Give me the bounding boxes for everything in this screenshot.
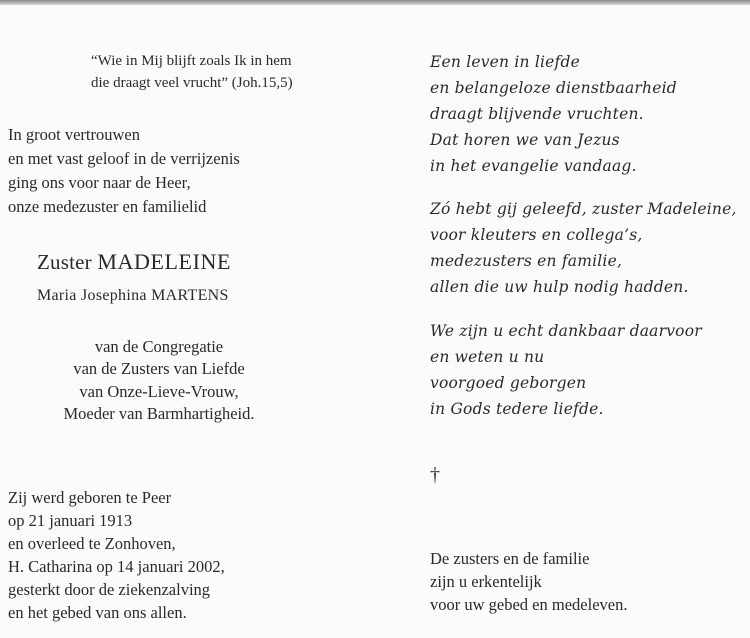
life-line: H. Catharina op 14 januari 2002,: [8, 557, 225, 576]
closing-line: De zusters en de familie: [430, 549, 590, 568]
intro-line: ging ons voor naar de Heer,: [8, 173, 191, 192]
congregation-line: van de Zusters van Liefde: [73, 359, 245, 378]
poem-line: allen die uw hulp nodig hadden.: [430, 278, 689, 296]
poem-line: Een leven in liefde: [430, 53, 580, 71]
poem-line: Zó hebt gij geleefd, zuster Madeleine,: [430, 200, 737, 218]
poem-line: voorgoed geborgen: [430, 374, 587, 392]
poem-line: in het evangelie vandaag.: [430, 157, 637, 175]
cross-icon: †: [430, 464, 440, 486]
quote-line-2: die draagt veel vrucht” (Joh.15,5): [91, 75, 293, 91]
closing-line: zijn u erkentelijk: [430, 572, 542, 591]
closing-line: voor uw gebed en medeleven.: [430, 595, 628, 614]
life-line: Zij werd geboren te Peer: [8, 488, 172, 507]
deceased-name: [37, 249, 231, 275]
poem-line: draagt blijvende vruchten.: [430, 105, 644, 123]
poem-line: in Gods tedere liefde.: [430, 400, 604, 418]
card-top-edge: [0, 0, 750, 5]
intro-line: In groot vertrouwen: [8, 125, 140, 144]
poem-line: en weten u nu: [430, 348, 545, 366]
life-line: op 21 januari 1913: [8, 511, 133, 530]
religious-name: MADELEINE: [97, 249, 232, 274]
congregation-line: van de Congregatie: [94, 337, 224, 356]
poem-line: We zijn u echt dankbaar daarvoor: [430, 322, 702, 340]
poem-line: medezusters en familie,: [430, 252, 623, 270]
name-title: Zuster: [37, 250, 92, 274]
poem-line: en belangeloze dienstbaarheid: [430, 79, 677, 97]
poem-line: Dat horen we van Jezus: [430, 131, 620, 149]
congregation-line: Moeder van Barmhartigheid.: [63, 404, 255, 423]
life-line: gesterkt door de ziekenzalving: [8, 580, 211, 599]
full-name: Maria Josephina MARTENS: [37, 287, 229, 304]
congregation-line: van Onze-Lieve-Vrouw,: [79, 382, 239, 401]
life-line: en overleed te Zonhoven,: [8, 534, 176, 553]
quote-line-1: “Wie in Mij blijft zoals Ik in hem: [91, 53, 292, 69]
poem-line: voor kleuters en collega’s,: [430, 226, 643, 244]
life-line: en het gebed van ons allen.: [8, 603, 187, 622]
intro-line: onze medezuster en familielid: [8, 197, 207, 216]
intro-line: en met vast geloof in de verrijzenis: [8, 149, 240, 168]
